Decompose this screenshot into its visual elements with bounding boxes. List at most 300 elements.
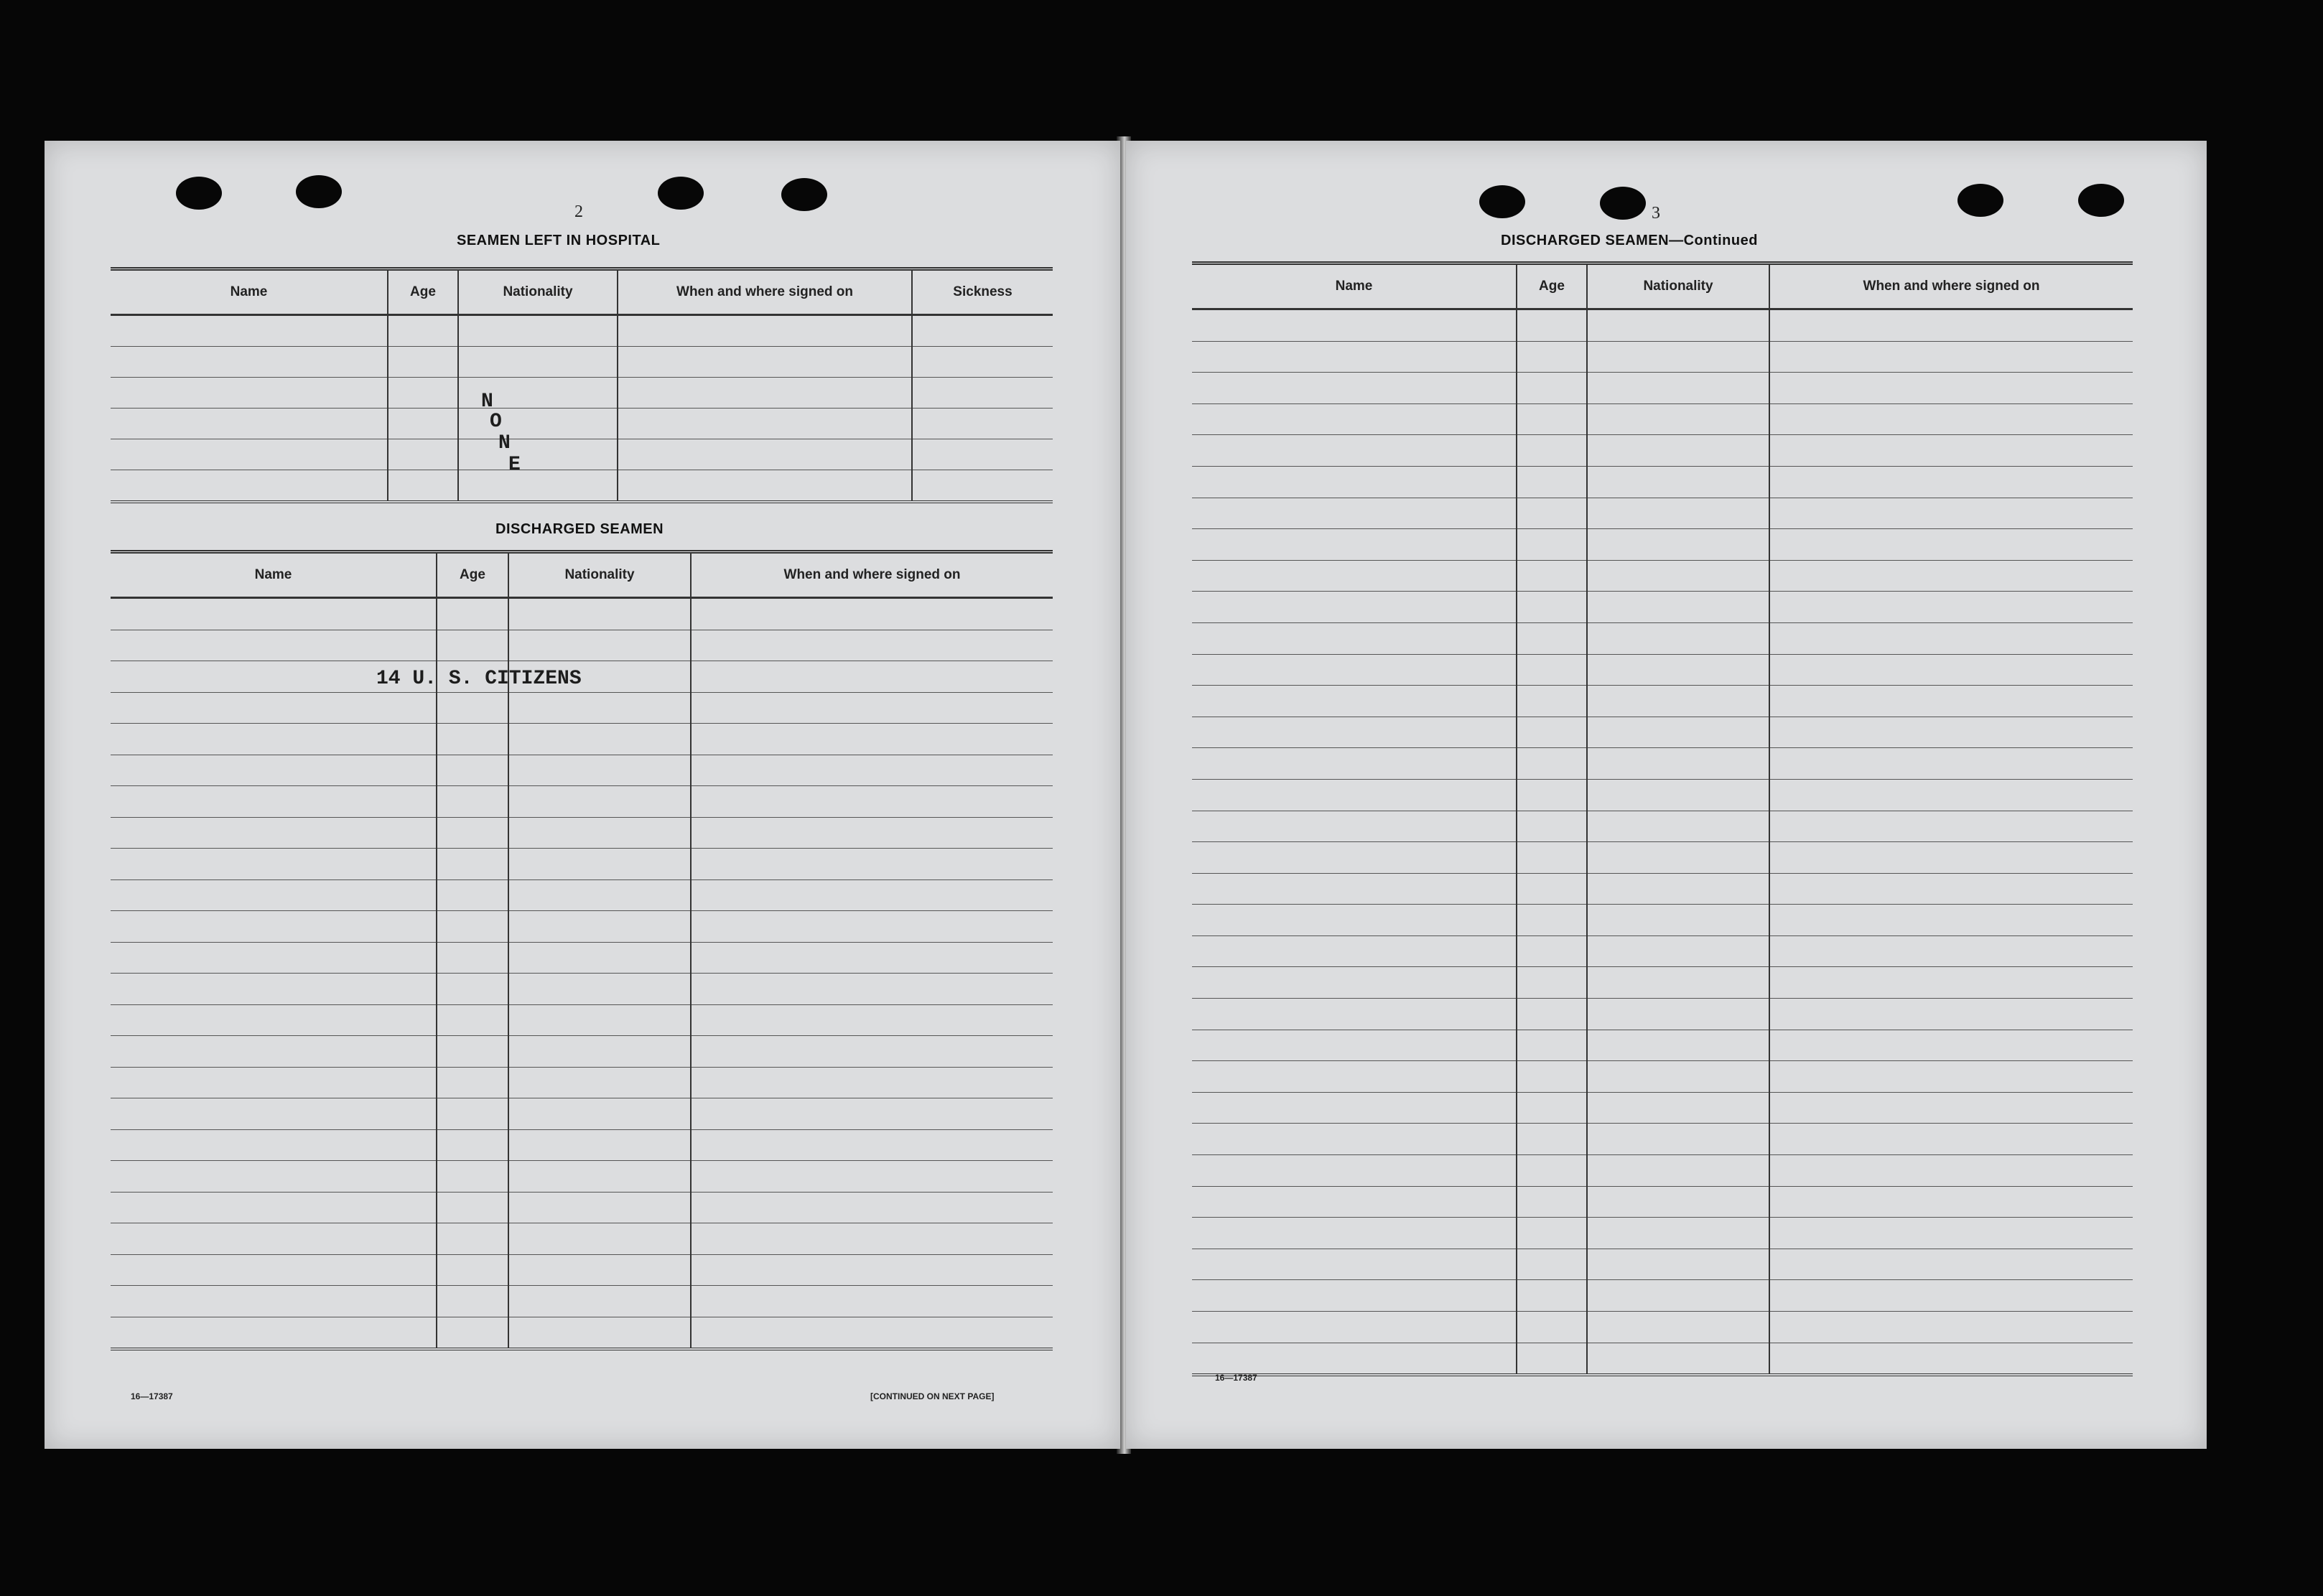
blank-cell xyxy=(508,817,691,849)
ruled-row xyxy=(1192,1312,2133,1343)
blank-cell xyxy=(1769,779,2133,811)
blank-cell xyxy=(508,879,691,911)
column-header: Name xyxy=(111,552,437,598)
blank-cell xyxy=(111,724,437,755)
blank-cell xyxy=(111,755,437,786)
blank-cell xyxy=(1769,748,2133,780)
blank-cell xyxy=(437,1098,508,1130)
blank-cell xyxy=(111,817,437,849)
ruled-row xyxy=(111,879,1053,911)
blank-cell xyxy=(1192,622,1517,654)
ruled-row xyxy=(111,378,1053,409)
blank-cell xyxy=(618,315,912,347)
ruled-row xyxy=(111,1223,1053,1255)
blank-cell xyxy=(1587,1343,1769,1375)
blank-cell xyxy=(1769,999,2133,1030)
blank-cell xyxy=(111,1036,437,1068)
ruled-row xyxy=(1192,1186,2133,1218)
blank-cell xyxy=(1587,309,1769,342)
blank-cell xyxy=(691,598,1053,630)
blank-cell xyxy=(1192,748,1517,780)
blank-cell xyxy=(437,879,508,911)
blank-cell xyxy=(1769,560,2133,592)
blank-cell xyxy=(618,439,912,470)
blank-cell xyxy=(1517,1312,1587,1343)
ruled-row xyxy=(1192,309,2133,342)
blank-cell xyxy=(1192,466,1517,498)
blank-cell xyxy=(508,1254,691,1286)
blank-cell xyxy=(437,724,508,755)
blank-cell xyxy=(691,786,1053,818)
blank-cell xyxy=(1517,435,1587,467)
right-page xyxy=(1126,141,2207,1449)
form-number: 16—17387 xyxy=(131,1391,173,1401)
blank-cell xyxy=(1587,1061,1769,1093)
ruled-row xyxy=(1192,999,2133,1030)
ruled-row xyxy=(1192,811,2133,842)
blank-cell xyxy=(1587,1280,1769,1312)
blank-cell xyxy=(1517,686,1587,717)
blank-cell xyxy=(1192,498,1517,529)
blank-cell xyxy=(1587,1155,1769,1187)
blank-cell xyxy=(508,849,691,880)
blank-cell xyxy=(1517,309,1587,342)
blank-cell xyxy=(1192,1124,1517,1155)
blank-cell xyxy=(1587,1218,1769,1249)
column-header: Age xyxy=(388,269,458,315)
blank-cell xyxy=(1769,1061,2133,1093)
blank-cell xyxy=(1587,403,1769,435)
blank-cell xyxy=(458,315,618,347)
blank-cell xyxy=(1587,529,1769,561)
blank-cell xyxy=(912,439,1053,470)
blank-cell xyxy=(1587,654,1769,686)
blank-cell xyxy=(458,470,618,503)
blank-cell xyxy=(437,786,508,818)
blank-cell xyxy=(508,1129,691,1161)
ruled-row xyxy=(111,315,1053,347)
ruled-row xyxy=(111,817,1053,849)
ruled-row xyxy=(1192,654,2133,686)
column-header: Age xyxy=(437,552,508,598)
ruled-row xyxy=(111,470,1053,503)
blank-cell xyxy=(1192,1312,1517,1343)
blank-cell xyxy=(508,1098,691,1130)
blank-cell xyxy=(1769,1030,2133,1061)
ruled-row xyxy=(111,1129,1053,1161)
blank-cell xyxy=(1769,842,2133,874)
blank-cell xyxy=(1517,403,1587,435)
punch-hole xyxy=(296,175,342,208)
blank-cell xyxy=(1587,435,1769,467)
ruled-row xyxy=(111,1067,1053,1098)
blank-cell xyxy=(1587,967,1769,999)
blank-cell xyxy=(691,692,1053,724)
blank-cell xyxy=(1192,1155,1517,1187)
blank-cell xyxy=(388,470,458,503)
blank-cell xyxy=(111,378,388,409)
blank-cell xyxy=(1192,842,1517,874)
blank-cell xyxy=(1769,373,2133,404)
blank-cell xyxy=(1192,935,1517,967)
blank-cell xyxy=(1587,498,1769,529)
blank-cell xyxy=(111,1223,437,1255)
ruled-row xyxy=(1192,935,2133,967)
blank-cell xyxy=(437,974,508,1005)
column-header: When and where signed on xyxy=(691,552,1053,598)
blank-cell xyxy=(1587,373,1769,404)
blank-cell xyxy=(388,315,458,347)
blank-cell xyxy=(437,1129,508,1161)
ruled-row xyxy=(1192,1155,2133,1187)
blank-cell xyxy=(1192,403,1517,435)
blank-cell xyxy=(1517,498,1587,529)
blank-cell xyxy=(111,1004,437,1036)
blank-cell xyxy=(1192,1249,1517,1280)
column-header: When and where signed on xyxy=(618,269,912,315)
blank-cell xyxy=(1192,905,1517,936)
blank-cell xyxy=(1192,1030,1517,1061)
hospital-table xyxy=(111,267,1053,503)
blank-cell xyxy=(1587,560,1769,592)
blank-cell xyxy=(691,974,1053,1005)
ruled-row xyxy=(111,1161,1053,1193)
blank-cell xyxy=(1517,905,1587,936)
blank-cell xyxy=(1769,1218,2133,1249)
blank-cell xyxy=(111,1286,437,1317)
form-number: 16—17387 xyxy=(1215,1373,1257,1383)
punch-hole xyxy=(1479,185,1525,218)
blank-cell xyxy=(1587,905,1769,936)
blank-cell xyxy=(691,724,1053,755)
blank-cell xyxy=(691,1067,1053,1098)
blank-cell xyxy=(508,1161,691,1193)
blank-cell xyxy=(1587,1186,1769,1218)
ruled-row xyxy=(1192,403,2133,435)
ruled-row xyxy=(111,849,1053,880)
ruled-row xyxy=(111,692,1053,724)
blank-cell xyxy=(1517,748,1587,780)
ruled-row xyxy=(1192,373,2133,404)
blank-cell xyxy=(1769,1186,2133,1218)
blank-cell xyxy=(508,1004,691,1036)
blank-cell xyxy=(1517,873,1587,905)
ruled-row xyxy=(1192,1124,2133,1155)
blank-cell xyxy=(1517,935,1587,967)
column-header: Nationality xyxy=(458,269,618,315)
ruled-row xyxy=(1192,1092,2133,1124)
blank-cell xyxy=(912,378,1053,409)
blank-cell xyxy=(437,1254,508,1286)
ruled-row xyxy=(1192,466,2133,498)
blank-cell xyxy=(1192,560,1517,592)
discharged-continued-table xyxy=(1192,261,2133,1376)
blank-cell xyxy=(1517,1124,1587,1155)
blank-cell xyxy=(691,1098,1053,1130)
blank-cell xyxy=(1769,717,2133,748)
ruled-row xyxy=(1192,560,2133,592)
blank-cell xyxy=(1587,592,1769,623)
blank-cell xyxy=(691,1286,1053,1317)
blank-cell xyxy=(691,1223,1053,1255)
blank-cell xyxy=(508,692,691,724)
ruled-row xyxy=(1192,1218,2133,1249)
ruled-row xyxy=(1192,748,2133,780)
blank-cell xyxy=(437,755,508,786)
blank-cell xyxy=(691,1036,1053,1068)
blank-cell xyxy=(437,1036,508,1068)
blank-cell xyxy=(1517,1155,1587,1187)
column-header: Name xyxy=(111,269,388,315)
blank-cell xyxy=(1587,686,1769,717)
punch-hole xyxy=(1600,187,1646,220)
blank-cell xyxy=(691,911,1053,943)
blank-cell xyxy=(691,1254,1053,1286)
blank-cell xyxy=(508,942,691,974)
column-header: Nationality xyxy=(508,552,691,598)
blank-cell xyxy=(1517,717,1587,748)
blank-cell xyxy=(437,630,508,661)
ruled-row xyxy=(1192,529,2133,561)
blank-cell xyxy=(388,439,458,470)
blank-cell xyxy=(111,786,437,818)
blank-cell xyxy=(1517,592,1587,623)
blank-cell xyxy=(1192,811,1517,842)
discharged-entry: 14 U. S. CITIZENS xyxy=(376,668,582,690)
blank-cell xyxy=(1769,435,2133,467)
ruled-row xyxy=(111,630,1053,661)
blank-cell xyxy=(1517,779,1587,811)
blank-cell xyxy=(111,911,437,943)
blank-cell xyxy=(111,630,437,661)
blank-cell xyxy=(1192,1092,1517,1124)
blank-cell xyxy=(1769,403,2133,435)
blank-cell xyxy=(437,942,508,974)
ruled-row xyxy=(1192,779,2133,811)
blank-cell xyxy=(1517,842,1587,874)
blank-cell xyxy=(111,347,388,378)
ruled-row xyxy=(111,1286,1053,1317)
blank-cell xyxy=(618,409,912,439)
blank-cell xyxy=(1517,341,1587,373)
blank-cell xyxy=(1587,779,1769,811)
blank-cell xyxy=(1192,309,1517,342)
blank-cell xyxy=(437,1286,508,1317)
blank-cell xyxy=(437,1161,508,1193)
blank-cell xyxy=(691,630,1053,661)
blank-cell xyxy=(1192,341,1517,373)
blank-cell xyxy=(1587,748,1769,780)
blank-cell xyxy=(1769,935,2133,967)
blank-cell xyxy=(1587,717,1769,748)
blank-cell xyxy=(1769,1312,2133,1343)
punch-hole xyxy=(658,177,704,210)
blank-cell xyxy=(111,1192,437,1223)
blank-cell xyxy=(388,378,458,409)
blank-cell xyxy=(691,1192,1053,1223)
blank-cell xyxy=(1517,811,1587,842)
blank-cell xyxy=(1192,373,1517,404)
blank-cell xyxy=(508,911,691,943)
blank-cell xyxy=(1587,873,1769,905)
blank-cell xyxy=(508,1067,691,1098)
column-header: Name xyxy=(1192,263,1517,309)
blank-cell xyxy=(111,1098,437,1130)
ruled-row xyxy=(1192,905,2133,936)
discharged-continued-title: DISCHARGED SEAMEN—Continued xyxy=(1501,233,1758,248)
blank-cell xyxy=(691,942,1053,974)
punch-hole xyxy=(781,178,827,211)
blank-cell xyxy=(1192,1186,1517,1218)
blank-cell xyxy=(437,1067,508,1098)
blank-cell xyxy=(437,598,508,630)
blank-cell xyxy=(437,692,508,724)
hospital-section-title: SEAMEN LEFT IN HOSPITAL xyxy=(457,233,661,248)
blank-cell xyxy=(1587,341,1769,373)
blank-cell xyxy=(388,347,458,378)
blank-cell xyxy=(437,1004,508,1036)
blank-cell xyxy=(437,849,508,880)
blank-cell xyxy=(111,849,437,880)
blank-cell xyxy=(111,879,437,911)
blank-cell xyxy=(1192,1218,1517,1249)
blank-cell xyxy=(437,1192,508,1223)
blank-cell xyxy=(1587,622,1769,654)
ruled-row xyxy=(111,1317,1053,1349)
blank-cell xyxy=(1517,560,1587,592)
blank-cell xyxy=(1192,686,1517,717)
blank-cell xyxy=(1587,811,1769,842)
blank-cell xyxy=(1587,935,1769,967)
ruled-row xyxy=(1192,498,2133,529)
blank-cell xyxy=(1517,967,1587,999)
blank-cell xyxy=(1769,1124,2133,1155)
blank-cell xyxy=(1587,1249,1769,1280)
stamp-letter: N xyxy=(481,391,493,413)
ruled-row xyxy=(111,598,1053,630)
blank-cell xyxy=(437,911,508,943)
ruled-row xyxy=(111,755,1053,786)
ruled-row xyxy=(111,347,1053,378)
stamp-letter: O xyxy=(490,411,502,433)
blank-cell xyxy=(111,598,437,630)
blank-cell xyxy=(111,1161,437,1193)
blank-cell xyxy=(437,1223,508,1255)
ruled-row xyxy=(111,724,1053,755)
blank-cell xyxy=(1769,592,2133,623)
blank-cell xyxy=(1769,654,2133,686)
ruled-row xyxy=(111,942,1053,974)
blank-cell xyxy=(1192,873,1517,905)
blank-cell xyxy=(1517,373,1587,404)
column-header: Sickness xyxy=(912,269,1053,315)
ruled-row xyxy=(111,1004,1053,1036)
blank-cell xyxy=(1517,1280,1587,1312)
blank-cell xyxy=(1517,1030,1587,1061)
blank-cell xyxy=(458,347,618,378)
ruled-row xyxy=(111,974,1053,1005)
blank-cell xyxy=(1769,529,2133,561)
blank-cell xyxy=(1769,967,2133,999)
blank-cell xyxy=(691,755,1053,786)
blank-cell xyxy=(111,692,437,724)
blank-cell xyxy=(111,439,388,470)
blank-cell xyxy=(618,378,912,409)
blank-cell xyxy=(912,470,1053,503)
blank-cell xyxy=(508,1036,691,1068)
blank-cell xyxy=(1517,1249,1587,1280)
blank-cell xyxy=(1769,811,2133,842)
ruled-row xyxy=(111,1254,1053,1286)
left-page xyxy=(45,141,1120,1449)
ruled-row xyxy=(111,409,1053,439)
blank-cell xyxy=(1587,1124,1769,1155)
ruled-row xyxy=(111,911,1053,943)
ruled-row xyxy=(111,1192,1053,1223)
blank-cell xyxy=(618,347,912,378)
blank-cell xyxy=(1192,592,1517,623)
blank-cell xyxy=(1192,435,1517,467)
blank-cell xyxy=(1192,654,1517,686)
blank-cell xyxy=(691,879,1053,911)
blank-cell xyxy=(1587,1030,1769,1061)
blank-cell xyxy=(1517,1092,1587,1124)
blank-cell xyxy=(1517,622,1587,654)
blank-cell xyxy=(1769,1280,2133,1312)
blank-cell xyxy=(691,1129,1053,1161)
ruled-row xyxy=(1192,686,2133,717)
blank-cell xyxy=(1587,466,1769,498)
blank-cell xyxy=(912,315,1053,347)
blank-cell xyxy=(111,974,437,1005)
blank-cell xyxy=(111,942,437,974)
blank-cell xyxy=(1192,779,1517,811)
ruled-row xyxy=(1192,622,2133,654)
ruled-row xyxy=(111,1036,1053,1068)
blank-cell xyxy=(912,409,1053,439)
blank-cell xyxy=(1517,1061,1587,1093)
blank-cell xyxy=(1517,654,1587,686)
ruled-row xyxy=(111,786,1053,818)
column-header: Age xyxy=(1517,263,1587,309)
discharged-section-title: DISCHARGED SEAMEN xyxy=(495,521,664,537)
blank-cell xyxy=(1517,466,1587,498)
blank-cell xyxy=(618,470,912,503)
blank-cell xyxy=(1517,1343,1587,1375)
continued-note: [CONTINUED ON NEXT PAGE] xyxy=(870,1391,995,1401)
blank-cell xyxy=(1517,999,1587,1030)
blank-cell xyxy=(508,1192,691,1223)
ruled-row xyxy=(1192,1343,2133,1375)
blank-cell xyxy=(1587,1312,1769,1343)
blank-cell xyxy=(691,1317,1053,1349)
blank-cell xyxy=(508,755,691,786)
discharged-table xyxy=(111,550,1053,1350)
blank-cell xyxy=(1769,309,2133,342)
ruled-row xyxy=(1192,1030,2133,1061)
ruled-row xyxy=(1192,717,2133,748)
blank-cell xyxy=(691,849,1053,880)
blank-cell xyxy=(1769,498,2133,529)
blank-cell xyxy=(388,409,458,439)
blank-cell xyxy=(1587,999,1769,1030)
blank-cell xyxy=(1517,529,1587,561)
blank-cell xyxy=(691,817,1053,849)
blank-cell xyxy=(508,786,691,818)
blank-cell xyxy=(1769,686,2133,717)
ruled-row xyxy=(1192,1280,2133,1312)
page-number: 2 xyxy=(574,202,583,221)
